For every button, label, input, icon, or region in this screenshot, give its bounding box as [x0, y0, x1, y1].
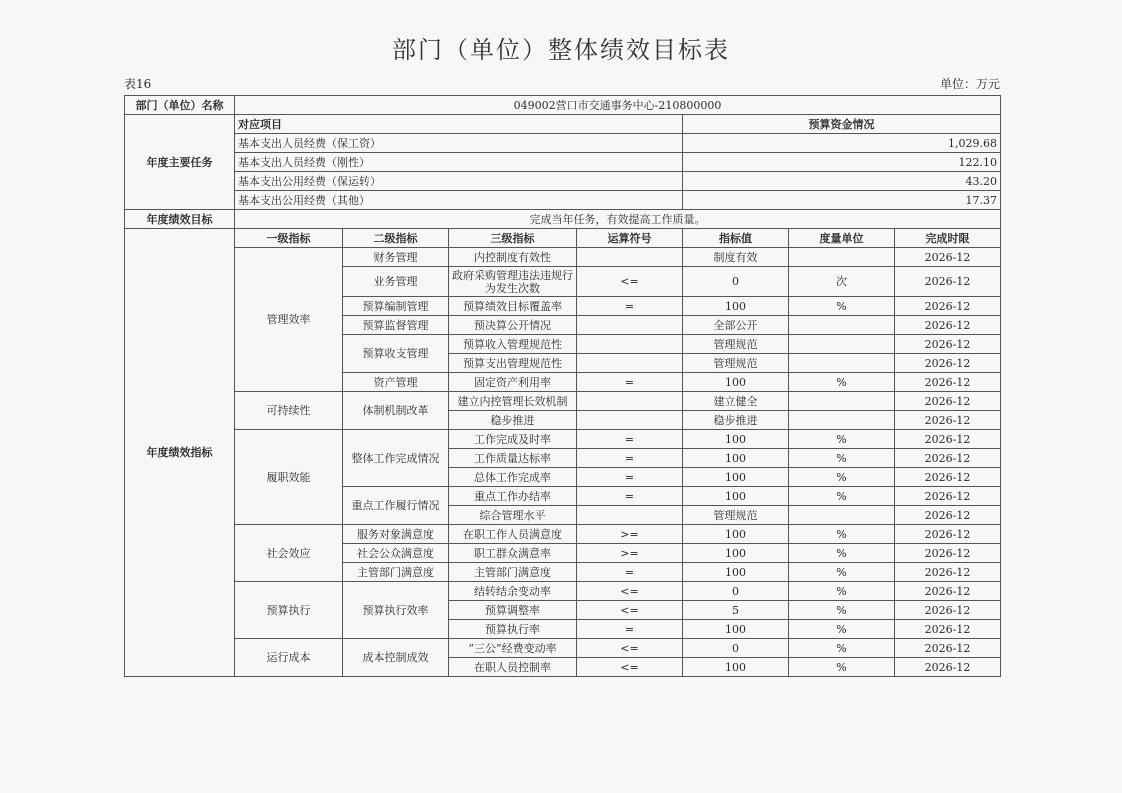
measure-unit-cell: 次 — [789, 267, 895, 297]
level2-indicator: 重点工作履行情况 — [343, 487, 449, 525]
level3-indicator: 预算调整率 — [449, 601, 577, 620]
level3-indicator: 预算绩效目标覆盖率 — [449, 297, 577, 316]
header-target-value: 指标值 — [683, 229, 789, 248]
measure-unit-cell — [789, 392, 895, 411]
level2-indicator: 预算编制管理 — [343, 297, 449, 316]
task-name: 基本支出公用经费（其他） — [235, 191, 683, 210]
level2-indicator: 资产管理 — [343, 373, 449, 392]
deadline-cell: 2026-12 — [895, 620, 1001, 639]
indicators-label: 年度绩效指标 — [125, 229, 235, 677]
operator-cell — [577, 248, 683, 267]
header-measure-unit: 度量单位 — [789, 229, 895, 248]
target-value-cell: 100 — [683, 563, 789, 582]
level3-indicator: 预算支出管理规范性 — [449, 354, 577, 373]
measure-unit-cell: % — [789, 430, 895, 449]
measure-unit-cell: % — [789, 658, 895, 677]
measure-unit-cell — [789, 354, 895, 373]
target-value-cell: 0 — [683, 639, 789, 658]
target-value-cell: 100 — [683, 487, 789, 506]
measure-unit-cell: % — [789, 487, 895, 506]
target-value-cell: 100 — [683, 468, 789, 487]
level2-indicator: 主管部门满意度 — [343, 563, 449, 582]
operator-cell: = — [577, 487, 683, 506]
deadline-cell: 2026-12 — [895, 411, 1001, 430]
deadline-cell: 2026-12 — [895, 487, 1001, 506]
deadline-cell: 2026-12 — [895, 468, 1001, 487]
level3-indicator: 综合管理水平 — [449, 506, 577, 525]
target-value-cell: 管理规范 — [683, 354, 789, 373]
target-value-cell: 100 — [683, 373, 789, 392]
col-project-header: 对应项目 — [235, 115, 683, 134]
target-value-cell: 5 — [683, 601, 789, 620]
indicator-row — [125, 248, 1001, 267]
level2-indicator: 服务对象满意度 — [343, 525, 449, 544]
measure-unit-cell: % — [789, 468, 895, 487]
measure-unit-cell: % — [789, 525, 895, 544]
level2-indicator: 成本控制成效 — [343, 639, 449, 677]
level1-indicator: 预算执行 — [235, 582, 343, 639]
measure-unit-cell: % — [789, 582, 895, 601]
goal-value: 完成当年任务，有效提高工作质量。 — [235, 210, 1001, 229]
dept-label: 部门（单位）名称 — [125, 96, 235, 115]
task-amount: 43.20 — [683, 172, 1001, 191]
operator-cell — [577, 316, 683, 335]
target-value-cell: 100 — [683, 430, 789, 449]
target-value-cell: 100 — [683, 525, 789, 544]
level3-indicator: “三公”经费变动率 — [449, 639, 577, 658]
deadline-cell: 2026-12 — [895, 316, 1001, 335]
task-amount: 17.37 — [683, 191, 1001, 210]
level2-indicator: 体制机制改革 — [343, 392, 449, 430]
operator-cell: <= — [577, 639, 683, 658]
target-value-cell: 建立健全 — [683, 392, 789, 411]
operator-cell: <= — [577, 601, 683, 620]
measure-unit-cell: % — [789, 297, 895, 316]
header-level3: 三级指标 — [449, 229, 577, 248]
measure-unit-cell — [789, 335, 895, 354]
operator-cell: = — [577, 373, 683, 392]
target-value-cell: 管理规范 — [683, 506, 789, 525]
target-value-cell: 稳步推进 — [683, 411, 789, 430]
deadline-cell: 2026-12 — [895, 354, 1001, 373]
level2-indicator: 业务管理 — [343, 267, 449, 297]
level1-indicator: 运行成本 — [235, 639, 343, 677]
level1-indicator: 管理效率 — [235, 248, 343, 392]
tasks-label: 年度主要任务 — [125, 115, 235, 210]
level1-indicator: 可持续性 — [235, 392, 343, 430]
deadline-cell: 2026-12 — [895, 582, 1001, 601]
operator-cell: = — [577, 468, 683, 487]
operator-cell — [577, 411, 683, 430]
performance-table — [124, 95, 1001, 677]
level3-indicator: 在职人员控制率 — [449, 658, 577, 677]
measure-unit-cell: % — [789, 563, 895, 582]
target-value-cell: 100 — [683, 297, 789, 316]
deadline-cell: 2026-12 — [895, 506, 1001, 525]
level3-indicator: 内控制度有效性 — [449, 248, 577, 267]
level3-indicator: 工作质量达标率 — [449, 449, 577, 468]
indicator-row — [125, 639, 1001, 658]
measure-unit-cell — [789, 411, 895, 430]
deadline-cell: 2026-12 — [895, 601, 1001, 620]
operator-cell: = — [577, 563, 683, 582]
dept-name-value: 049002营口市交通事务中心-210800000 — [235, 96, 1001, 115]
operator-cell — [577, 506, 683, 525]
measure-unit-cell: % — [789, 449, 895, 468]
level2-indicator: 预算监督管理 — [343, 316, 449, 335]
level3-indicator: 总体工作完成率 — [449, 468, 577, 487]
task-amount: 1,029.68 — [683, 134, 1001, 153]
task-name: 基本支出人员经费（保工资） — [235, 134, 683, 153]
deadline-cell: 2026-12 — [895, 373, 1001, 392]
level3-indicator: 预算收入管理规范性 — [449, 335, 577, 354]
indicator-row — [125, 582, 1001, 601]
deadline-cell: 2026-12 — [895, 639, 1001, 658]
level3-indicator: 政府采购管理违法违规行为发生次数 — [449, 267, 577, 297]
task-name: 基本支出人员经费（刚性） — [235, 153, 683, 172]
page-title: 部门（单位）整体绩效目标表 — [392, 36, 730, 64]
deadline-cell: 2026-12 — [895, 335, 1001, 354]
indicator-row — [125, 430, 1001, 449]
target-value-cell: 100 — [683, 449, 789, 468]
measure-unit-cell — [789, 248, 895, 267]
measure-unit-cell — [789, 316, 895, 335]
task-amount: 122.10 — [683, 153, 1001, 172]
level3-indicator: 稳步推进 — [449, 411, 577, 430]
deadline-cell: 2026-12 — [895, 248, 1001, 267]
level3-indicator: 主管部门满意度 — [449, 563, 577, 582]
level3-indicator: 在职工作人员满意度 — [449, 525, 577, 544]
header-deadline: 完成时限 — [895, 229, 1001, 248]
header-operator: 运算符号 — [577, 229, 683, 248]
operator-cell — [577, 335, 683, 354]
deadline-cell: 2026-12 — [895, 392, 1001, 411]
target-value-cell: 全部公开 — [683, 316, 789, 335]
measure-unit-cell: % — [789, 601, 895, 620]
level2-indicator: 预算收支管理 — [343, 335, 449, 373]
operator-cell: >= — [577, 544, 683, 563]
operator-cell — [577, 354, 683, 373]
target-value-cell: 0 — [683, 582, 789, 601]
operator-cell: = — [577, 620, 683, 639]
measure-unit-cell: % — [789, 373, 895, 392]
target-value-cell: 管理规范 — [683, 335, 789, 354]
level1-indicator: 履职效能 — [235, 430, 343, 525]
measure-unit-cell: % — [789, 544, 895, 563]
deadline-cell: 2026-12 — [895, 544, 1001, 563]
deadline-cell: 2026-12 — [895, 297, 1001, 316]
indicator-row — [125, 525, 1001, 544]
target-value-cell: 制度有效 — [683, 248, 789, 267]
level3-indicator: 重点工作办结率 — [449, 487, 577, 506]
measure-unit-cell: % — [789, 620, 895, 639]
operator-cell: <= — [577, 582, 683, 601]
level3-indicator: 预算执行率 — [449, 620, 577, 639]
level1-indicator: 社会效应 — [235, 525, 343, 582]
level3-indicator: 预决算公开情况 — [449, 316, 577, 335]
form-number: 表16 — [124, 77, 152, 91]
deadline-cell: 2026-12 — [895, 430, 1001, 449]
operator-cell — [577, 392, 683, 411]
level2-indicator: 社会公众满意度 — [343, 544, 449, 563]
goal-label: 年度绩效目标 — [125, 210, 235, 229]
deadline-cell: 2026-12 — [895, 525, 1001, 544]
level2-indicator: 预算执行效率 — [343, 582, 449, 639]
task-name: 基本支出公用经费（保运转） — [235, 172, 683, 191]
level2-indicator: 财务管理 — [343, 248, 449, 267]
deadline-cell: 2026-12 — [895, 658, 1001, 677]
target-value-cell: 100 — [683, 658, 789, 677]
operator-cell: = — [577, 430, 683, 449]
measure-unit-cell — [789, 506, 895, 525]
col-budget-header: 预算资金情况 — [683, 115, 1001, 134]
header-level2: 二级指标 — [343, 229, 449, 248]
level3-indicator: 职工群众满意率 — [449, 544, 577, 563]
operator-cell: >= — [577, 525, 683, 544]
operator-cell: <= — [577, 267, 683, 297]
target-value-cell: 100 — [683, 620, 789, 639]
operator-cell: <= — [577, 658, 683, 677]
level2-indicator: 整体工作完成情况 — [343, 430, 449, 487]
deadline-cell: 2026-12 — [895, 563, 1001, 582]
unit-label: 单位：万元 — [939, 77, 1000, 91]
level3-indicator: 工作完成及时率 — [449, 430, 577, 449]
operator-cell: = — [577, 297, 683, 316]
indicator-row — [125, 392, 1001, 411]
header-level1: 一级指标 — [235, 229, 343, 248]
target-value-cell: 100 — [683, 544, 789, 563]
deadline-cell: 2026-12 — [895, 449, 1001, 468]
level3-indicator: 建立内控管理长效机制 — [449, 392, 577, 411]
level3-indicator: 结转结余变动率 — [449, 582, 577, 601]
deadline-cell: 2026-12 — [895, 267, 1001, 297]
level3-indicator: 固定资产利用率 — [449, 373, 577, 392]
measure-unit-cell: % — [789, 639, 895, 658]
target-value-cell: 0 — [683, 267, 789, 297]
operator-cell: = — [577, 449, 683, 468]
